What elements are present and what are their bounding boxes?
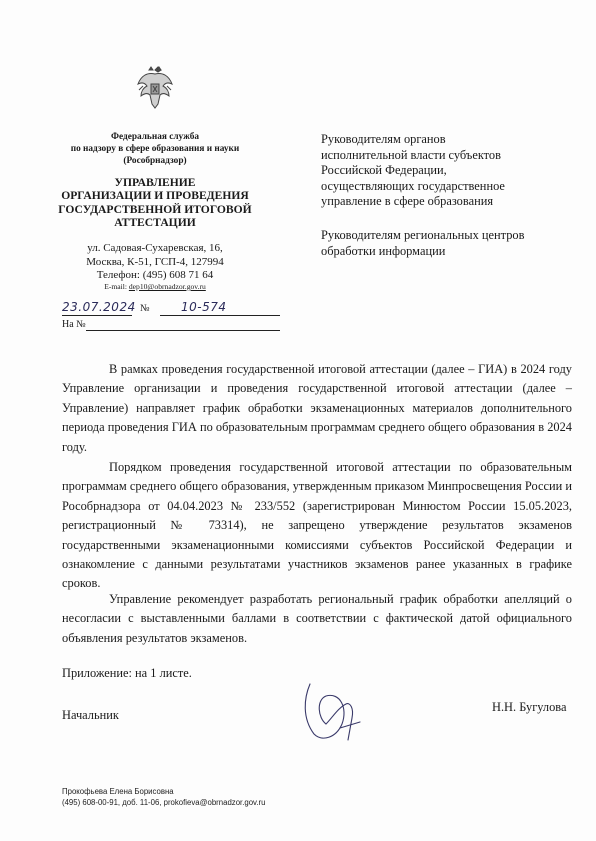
registration-number: 10-574: [181, 300, 227, 314]
signer-position: Начальник: [62, 708, 119, 722]
body-paragraph-3: Управление рекомендует разработать региональный график обработки апелляций о несогласии с выставленными баллами в соответствии с фактической датой официального объявления результатов экзаменов.: [62, 592, 572, 645]
dept-line-3: ГОСУДАРСТВЕННОЙ ИТОГОВОЙ: [58, 202, 252, 216]
email-link[interactable]: dep10@obrnadzor.gov.ru: [128, 282, 206, 291]
reference-underline: [86, 330, 280, 331]
address-line-2: Москва, К-51, ГСП-4, 127994: [86, 255, 224, 268]
coat-of-arms-icon: [135, 64, 175, 112]
executor-name: Прокофьева Елена Борисовна: [62, 787, 174, 796]
reference-label: На №: [62, 319, 86, 330]
department-name: [40, 176, 270, 230]
registration-date: 23.07.2024: [62, 300, 136, 314]
signer-name: Н.Н. Бугулова: [492, 700, 567, 714]
phone-line: Телефон: (495) 608 71 64: [96, 269, 214, 282]
address-line-1: ул. Садовая-Сухаревская, 16,: [87, 242, 223, 254]
executor-block: [62, 786, 265, 808]
address-block: [40, 242, 270, 283]
attachment-note: Приложение: на 1 листе.: [62, 666, 192, 680]
dept-line-1: УПРАВЛЕНИЕ: [114, 176, 196, 189]
agency-name: [40, 131, 270, 167]
handwritten-signature: [296, 678, 366, 744]
recipients-group-1: [321, 132, 571, 210]
date-underline: [62, 315, 132, 316]
recipient-line-6: Руководителям региональных центров: [321, 228, 525, 242]
recipients-group-2: [321, 228, 571, 259]
recipient-line-5: управление в сфере образования: [321, 194, 494, 209]
recipient-line-4: осуществляющих государственное: [321, 178, 505, 193]
email-line: [40, 282, 270, 292]
recipient-line-1: Руководителям органов: [321, 132, 446, 146]
email-label: E-mail:: [104, 282, 129, 291]
body-paragraph-1: В рамках проведения государственной итоговой аттестации (далее – ГИА) в 2024 году Управление организации и проведения государственной итоговой аттестации (далее – Управление) направляет график обработки экзаменационных материалов дополнительного периода проведения ГИА по образовательным программам среднего общего образования в 2024 году.: [62, 362, 572, 454]
executor-contacts: (495) 608-00-91, доб. 11-06, prokofieva@obrnadzor.gov.ru: [62, 798, 266, 807]
dept-line-4: АТТЕСТАЦИИ: [114, 216, 196, 230]
body-paragraph-2: Порядком проведения государственной итоговой аттестации по образовательным программам среднего общего образования, утвержденным приказом Минпросвещения России и Рособрнадзора от 04.04.2023 № 233/552 (зарегистрирован Минюстом России 15.05.2023, регистрационный № 73314), не запрещено утверждение результатов экзаменов государственными экзаменационными комиссиями субъектов Российской Федерации и ознакомление с данными результатами участников экзаменов ранее указанных в графике сроков.: [62, 460, 572, 591]
recipient-line-2: исполнительной власти субъектов: [321, 147, 501, 162]
recipient-line-7: обработки информации: [321, 243, 446, 258]
dept-line-2: ОРГАНИЗАЦИИ И ПРОВЕДЕНИЯ: [61, 189, 249, 203]
agency-line-1: Федеральная служба: [111, 132, 199, 142]
registration-number-label: №: [140, 303, 150, 314]
recipient-line-3: Российской Федерации,: [321, 163, 447, 178]
number-underline: [160, 315, 280, 316]
agency-line-2: по надзору в сфере образования и науки: [70, 144, 240, 154]
agency-line-3: (Рособрнадзор): [123, 156, 187, 166]
